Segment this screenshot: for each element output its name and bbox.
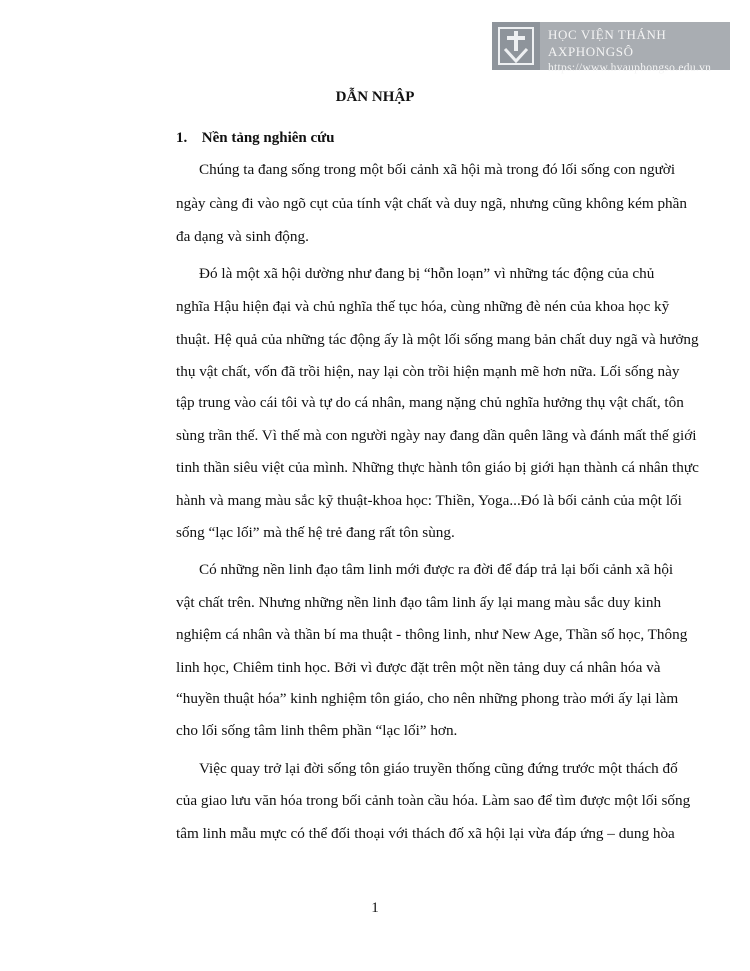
text-line: tâm linh mẫu mực có thể đối thoại với thách đố xã hội lại vừa đáp ứng – dung hòa: [176, 825, 675, 842]
text-line: nghiệm cá nhân và thần bí ma thuật - thông linh, như New Age, Thần số học, Thông: [176, 626, 688, 643]
watermark-title: HỌC VIỆN THÁNH AXPHONGSÔ: [548, 27, 667, 59]
text-line: đa dạng và sinh động.: [176, 228, 309, 245]
section-number: 1.: [176, 130, 188, 146]
text-line: tinh thần siêu việt của mình. Những thực hành tôn giáo bị giới hạn thành cá nhân thực: [176, 459, 699, 476]
text-line: sùng trần thế. Vì thế mà con người ngày nay đang dần quên lãng và đánh mất thế giới: [176, 427, 697, 444]
watermark-url: https://www.hvauphongso.edu.vn: [548, 62, 712, 74]
text-line: sống “lạc lối” mà thế hệ trẻ đang rất tôn sùng.: [176, 524, 455, 541]
page-title: DẪN NHẬP: [335, 89, 415, 105]
text-line: cho lối sống tâm linh thêm phần “lạc lối” hơn.: [176, 722, 458, 739]
text-line: ngày càng đi vào ngõ cụt của tính vật chất và duy ngã, nhưng cũng không kém phần: [176, 195, 687, 212]
text-line: thuật. Hệ quả của những tác động ấy là một lối sống mang bản chất duy ngã và hưởng: [176, 331, 699, 348]
page-number: 1: [371, 900, 379, 916]
text-line: tập trung vào cái tôi và tự do cá nhân, mang nặng chủ nghĩa hưởng thụ vật chất, tôn: [176, 394, 684, 411]
watermark: [492, 22, 730, 74]
section-title: Nền tảng nghiên cứu: [201, 130, 335, 146]
academy-logo-icon: [492, 22, 540, 70]
section-heading: [176, 130, 335, 147]
text-line: Đó là một xã hội dường như đang bị “hỗn loạn” vì những tác động của chủ: [199, 265, 655, 282]
text-line: nghĩa Hậu hiện đại và chủ nghĩa thế tục hóa, cùng những đè nén của khoa học kỹ: [176, 298, 670, 315]
text-line: Việc quay trở lại đời sống tôn giáo truyền thống cũng đứng trước một thách đố: [199, 760, 678, 777]
text-line: hành và mang màu sắc kỹ thuật-khoa học: Thiền, Yoga...Đó là bối cảnh của một lối: [176, 492, 682, 509]
text-line: Chúng ta đang sống trong một bối cảnh xã hội mà trong đó lối sống con người: [199, 161, 676, 178]
text-line: Có những nền linh đạo tâm linh mới được ra đời để đáp trả lại bối cảnh xã hội: [199, 561, 674, 578]
text-line: linh học, Chiêm tinh học. Bởi vì được đặt trên một nền tảng duy cá nhân hóa và: [176, 659, 661, 676]
text-line: “huyền thuật hóa” kinh nghiệm tôn giáo, cho nên những phong trào mới ấy lại làm: [176, 690, 679, 707]
text-line: vật chất trên. Nhưng những nền linh đạo tâm linh ấy lại mang màu sắc duy kinh: [176, 594, 662, 611]
text-line: của giao lưu văn hóa trong bối cảnh toàn cầu hóa. Làm sao để tìm được một lối sống: [176, 792, 691, 809]
text-line: thụ vật chất, vốn đã trồi hiện, nay lại còn trồi hiện mạnh mẽ hơn nữa. Lối sống này: [176, 363, 680, 380]
